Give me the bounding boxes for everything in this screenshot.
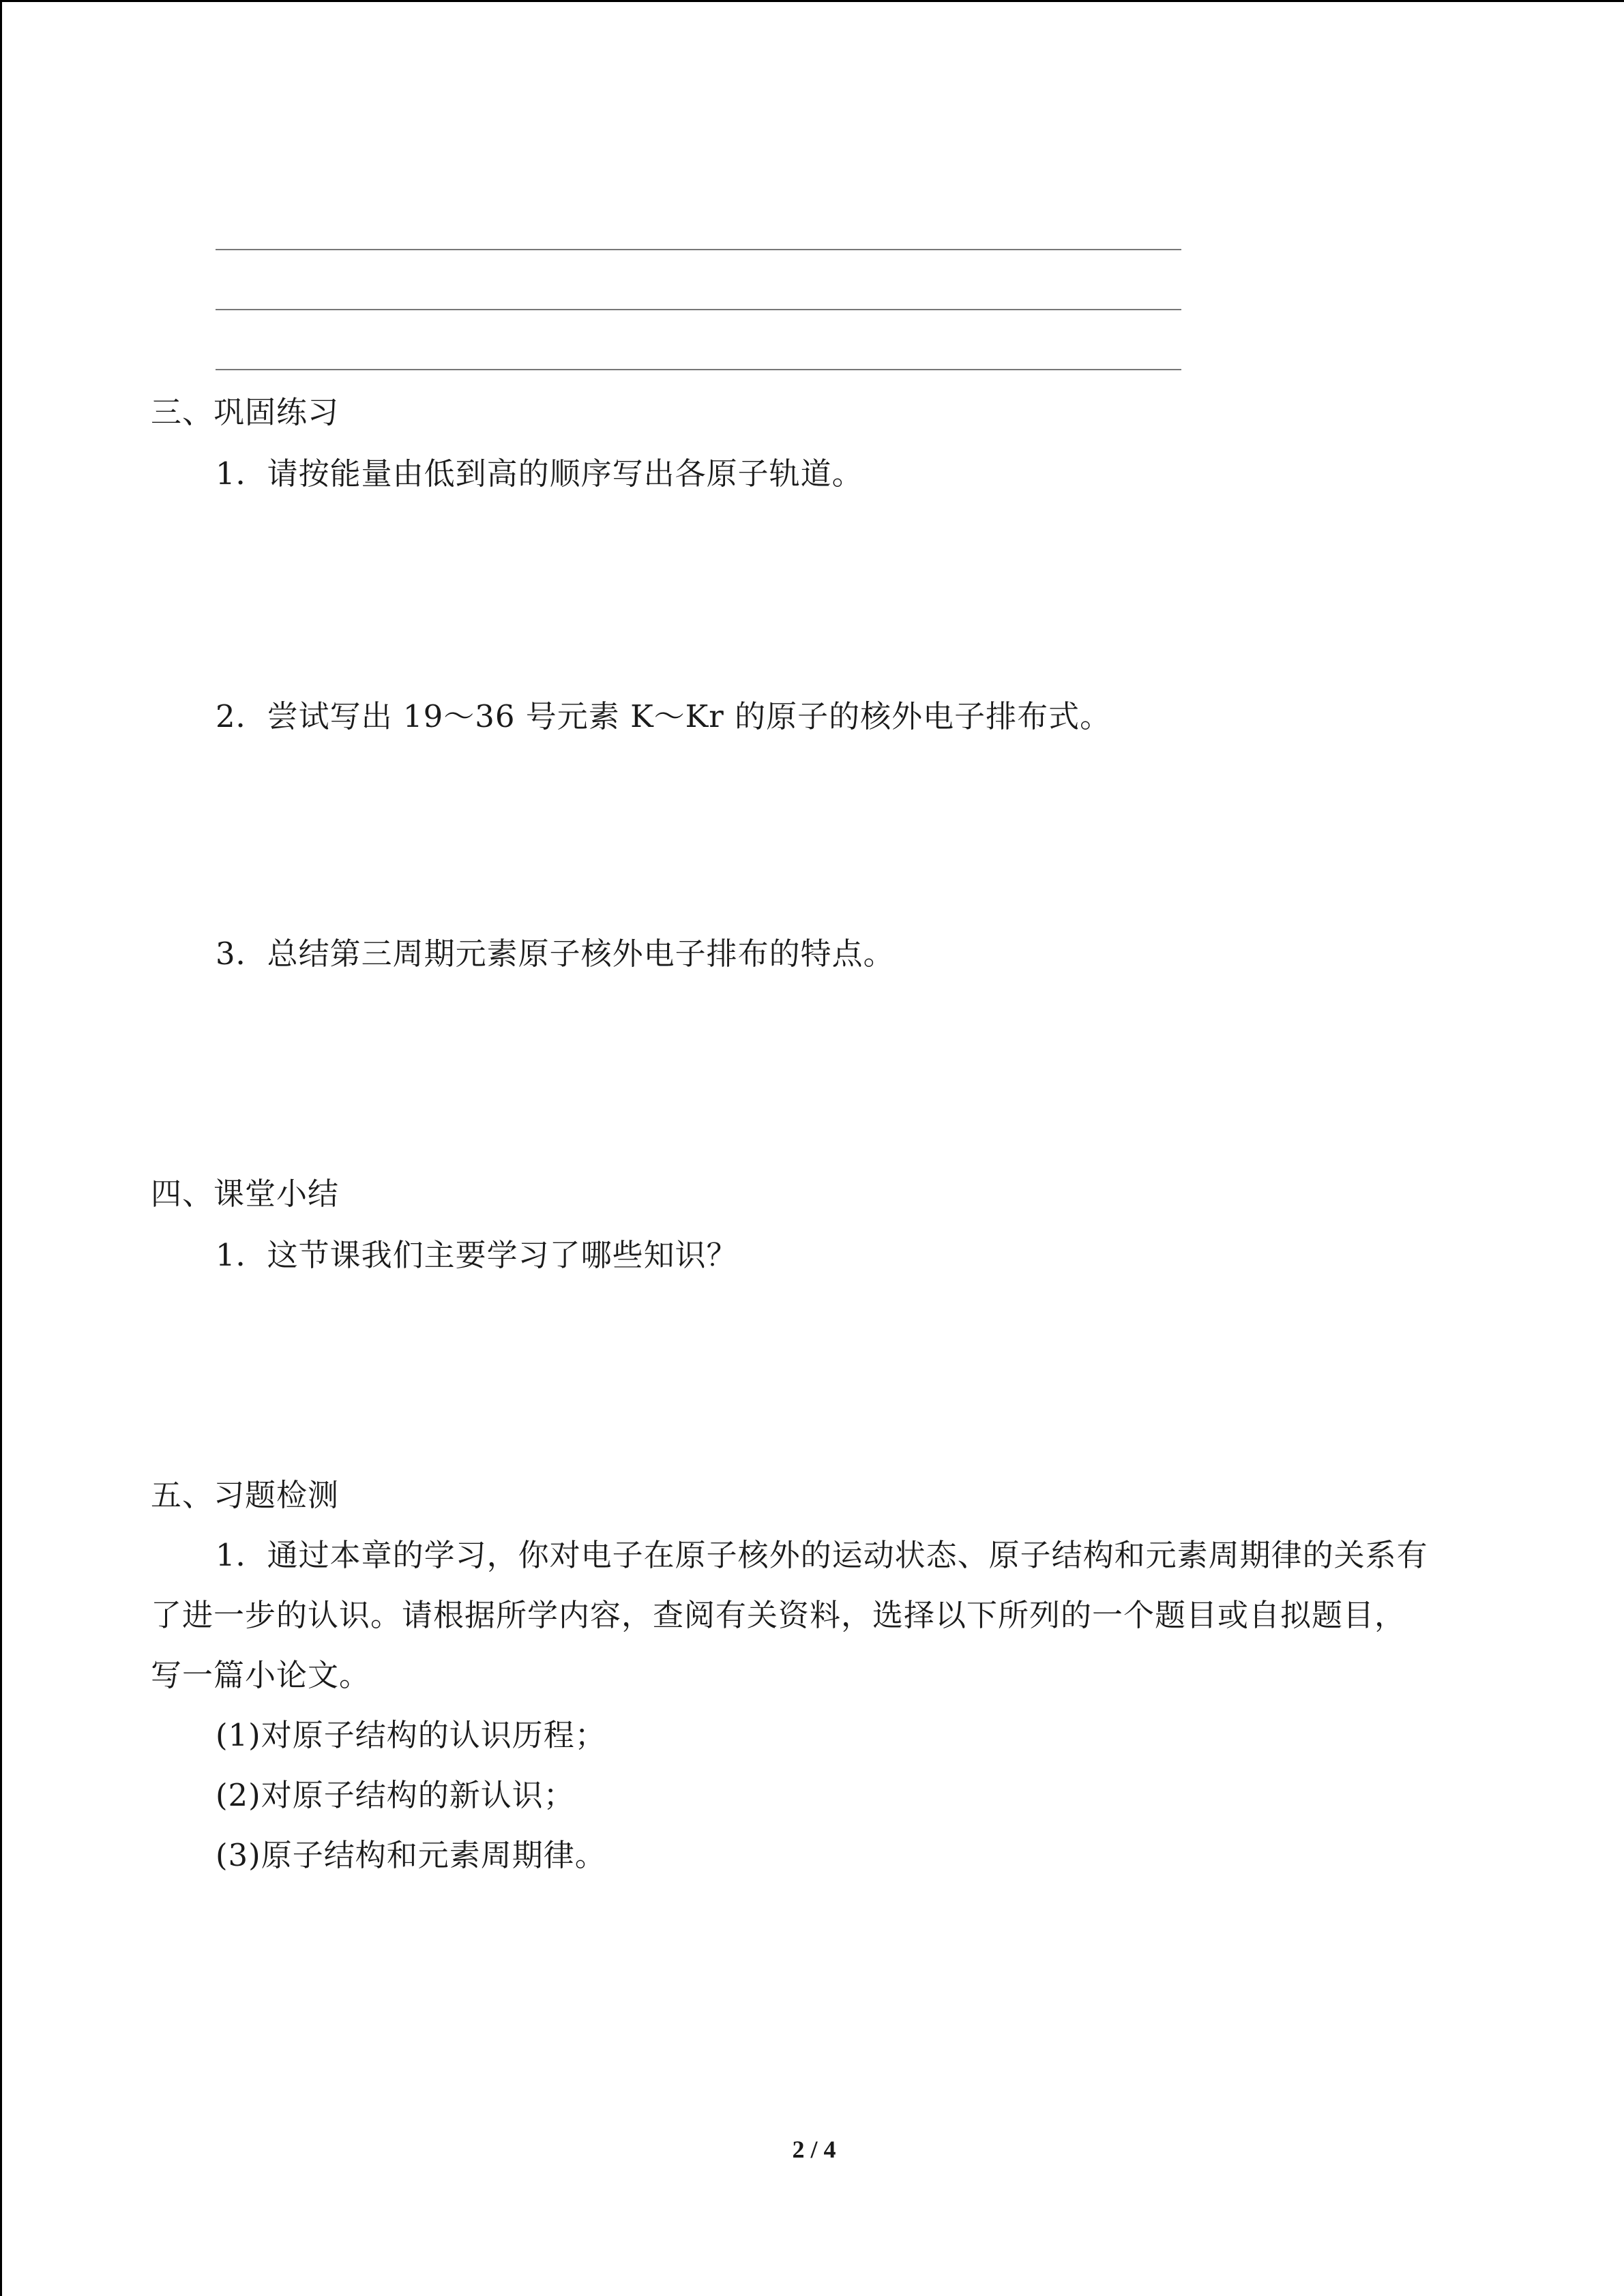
essay-topic-2: (2)对原子结构的新认识；	[216, 1777, 575, 1813]
question-electron-configuration: 2．尝试写出 19～36 号元素 K～Kr 的原子的核外电子排布式。	[216, 698, 1112, 734]
exercise-paragraph-line-3: 写一篇小论文。	[151, 1657, 371, 1693]
page-number: 2 / 4	[792, 2136, 836, 2163]
section-heading-exercise: 五、习题检测	[151, 1477, 340, 1513]
answer-line-2	[216, 309, 1181, 310]
exercise-paragraph-line-2: 了进一步的认识。请根据所学内容，查阅有关资料，选择以下所列的一个题目或自拟题目，	[151, 1597, 1406, 1633]
section-heading-practice: 三、巩固练习	[151, 394, 340, 430]
section-heading-summary: 四、课堂小结	[151, 1176, 340, 1212]
question-third-period: 3．总结第三周期元素原子核外电子排布的特点。	[216, 936, 895, 972]
answer-line-3	[216, 369, 1181, 370]
essay-topic-1: (1)对原子结构的认识历程；	[216, 1717, 606, 1753]
question-orbital-order: 1．请按能量由低到高的顺序写出各原子轨道。	[216, 456, 863, 492]
question-lesson-summary: 1．这节课我们主要学习了哪些知识？	[216, 1237, 738, 1273]
essay-topic-3: (3)原子结构和元素周期律。	[216, 1837, 606, 1873]
exercise-paragraph-line-1: 1．通过本章的学习，你对电子在原子核外的运动状态、原子结构和元素周期律的关系有	[216, 1537, 1428, 1573]
answer-line-1	[216, 249, 1181, 250]
